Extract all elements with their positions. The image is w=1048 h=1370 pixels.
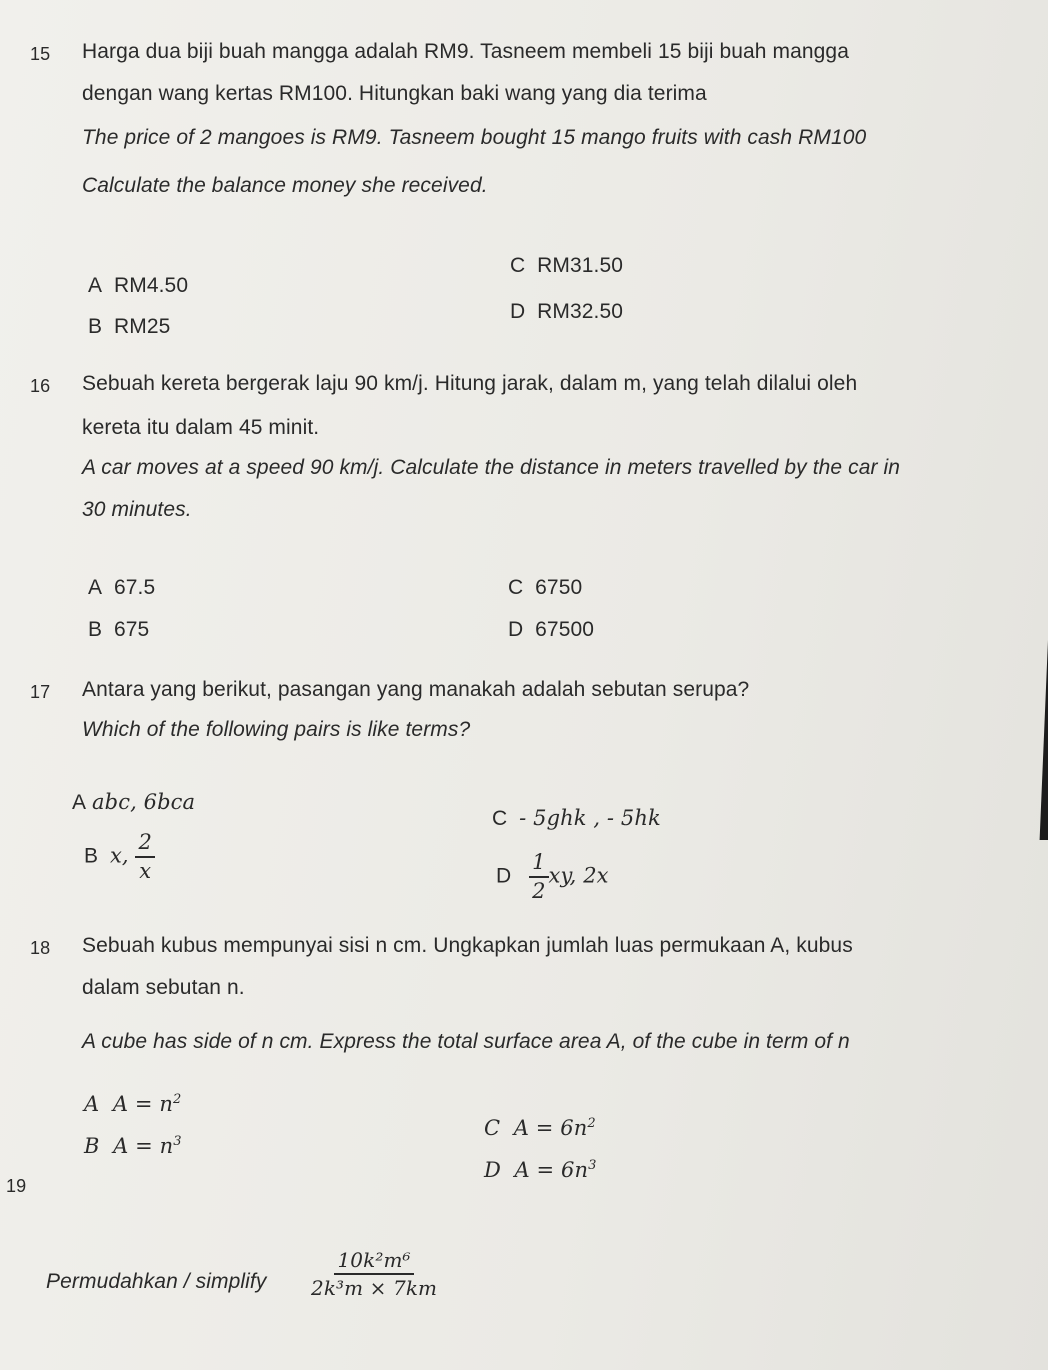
- exponent: 2: [587, 1116, 596, 1131]
- option-text: 675: [113, 618, 150, 641]
- fraction-numerator: 10k²m⁶: [334, 1250, 413, 1275]
- option-letter: C: [492, 807, 508, 830]
- option-expression-suffix: xy, 2x: [548, 863, 609, 888]
- q17-option-a[interactable]: [72, 790, 195, 815]
- option-letter: A: [84, 1092, 100, 1116]
- q15-english-line1: The price of 2 mangoes is RM9. Tasneem bought 15 mango fruits with cash RM100: [82, 126, 867, 149]
- option-letter: D: [508, 618, 524, 641]
- option-letter: B: [84, 844, 99, 868]
- option-letter: D: [496, 864, 512, 888]
- q18-option-b[interactable]: [84, 1134, 182, 1158]
- q16-english-line1: A car moves at a speed 90 km/j. Calculate the distance in meters travelled by the car in: [82, 456, 901, 479]
- option-text: 67.5: [113, 576, 156, 599]
- q15-option-d[interactable]: [510, 300, 623, 324]
- q18-option-c[interactable]: [484, 1116, 596, 1140]
- option-expression: - 5ghk , - 5hk: [519, 806, 661, 830]
- option-letter: C: [484, 1116, 501, 1140]
- fraction: [529, 852, 548, 902]
- option-letter: B: [88, 618, 103, 641]
- fraction-numerator: 2: [135, 832, 154, 858]
- option-text: RM4.50: [113, 274, 189, 297]
- option-text: 6750: [535, 576, 583, 599]
- exponent: 2: [172, 1092, 182, 1107]
- fraction-denominator: 2: [532, 879, 546, 903]
- q18-option-a[interactable]: [84, 1092, 181, 1116]
- q16-option-b[interactable]: [88, 618, 149, 642]
- q17-english-line1: Which of the following pairs is like terms?: [82, 718, 471, 741]
- q18-option-d[interactable]: [484, 1158, 597, 1182]
- option-expression: A = 6n: [513, 1116, 588, 1140]
- q15-malay-line2: dengan wang kertas RM100. Hitungkan baki wang yang dia terima: [82, 82, 707, 105]
- q16-malay-line1: Sebuah kereta bergerak laju 90 km/j. Hitung jarak, dalam m, yang telah dilalui oleh: [82, 372, 858, 395]
- q17-option-b[interactable]: [84, 832, 155, 882]
- option-letter: D: [484, 1158, 501, 1182]
- option-expression: A = n: [113, 1134, 174, 1158]
- q17-number: 17: [30, 682, 51, 702]
- q19-fraction: [308, 1250, 440, 1298]
- q17-option-c[interactable]: [492, 806, 661, 831]
- option-text: RM31.50: [537, 254, 624, 277]
- q15-option-b[interactable]: [88, 315, 170, 339]
- q16-option-c[interactable]: [508, 576, 582, 600]
- q16-malay-line2: kereta itu dalam 45 minit.: [82, 416, 320, 439]
- fraction: [308, 1250, 440, 1298]
- option-letter: C: [508, 576, 524, 599]
- option-letter: B: [88, 315, 103, 338]
- option-text: RM32.50: [537, 300, 624, 323]
- q16-english-line2: 30 minutes.: [82, 498, 192, 521]
- option-letter: B: [84, 1134, 100, 1158]
- q15-malay-line1: Harga dua biji buah mangga adalah RM9. Tasneem membeli 15 biji buah mangga: [82, 40, 849, 63]
- exponent: 3: [588, 1158, 597, 1173]
- exponent: 3: [173, 1134, 182, 1149]
- option-letter: D: [510, 300, 526, 323]
- q15-english-line2: Calculate the balance money she received.: [82, 174, 488, 197]
- q15-number: 15: [30, 44, 51, 64]
- option-expression: abc, 6bca: [92, 790, 196, 814]
- q15-option-c[interactable]: [510, 254, 623, 278]
- q19-number: 19: [6, 1176, 27, 1196]
- q17-option-d[interactable]: [496, 852, 609, 902]
- fraction: [135, 832, 154, 882]
- q19-prompt: Permudahkan / simplify: [46, 1270, 267, 1293]
- option-expression: A = 6n: [514, 1158, 589, 1182]
- option-letter: A: [88, 576, 103, 599]
- q18-malay-line1: Sebuah kubus mempunyai sisi n cm. Ungkapkan jumlah luas permukaan A, kubus: [82, 934, 853, 957]
- option-letter: A: [72, 791, 87, 814]
- option-text: 67500: [535, 618, 595, 641]
- q17-malay-line1: Antara yang berikut, pasangan yang manakah adalah sebutan serupa?: [82, 678, 750, 701]
- q16-option-d[interactable]: [508, 618, 594, 642]
- option-expression: A = n: [112, 1092, 173, 1116]
- fraction-numerator: 1: [529, 852, 548, 878]
- fraction-denominator: 2k³m × 7km: [311, 1276, 438, 1300]
- q16-number: 16: [30, 376, 51, 396]
- q18-english-line1: A cube has side of n cm. Express the total surface area A, of the cube in term of n: [82, 1030, 850, 1053]
- option-letter: A: [88, 274, 103, 297]
- option-expression-prefix: x,: [109, 843, 136, 868]
- q18-number: 18: [30, 938, 51, 958]
- fraction-denominator: x: [139, 859, 152, 883]
- q15-option-a[interactable]: [88, 274, 188, 298]
- q18-malay-line2: dalam sebutan n.: [82, 976, 245, 999]
- option-letter: C: [510, 254, 526, 277]
- q16-option-a[interactable]: [88, 576, 155, 600]
- option-text: RM25: [113, 315, 171, 338]
